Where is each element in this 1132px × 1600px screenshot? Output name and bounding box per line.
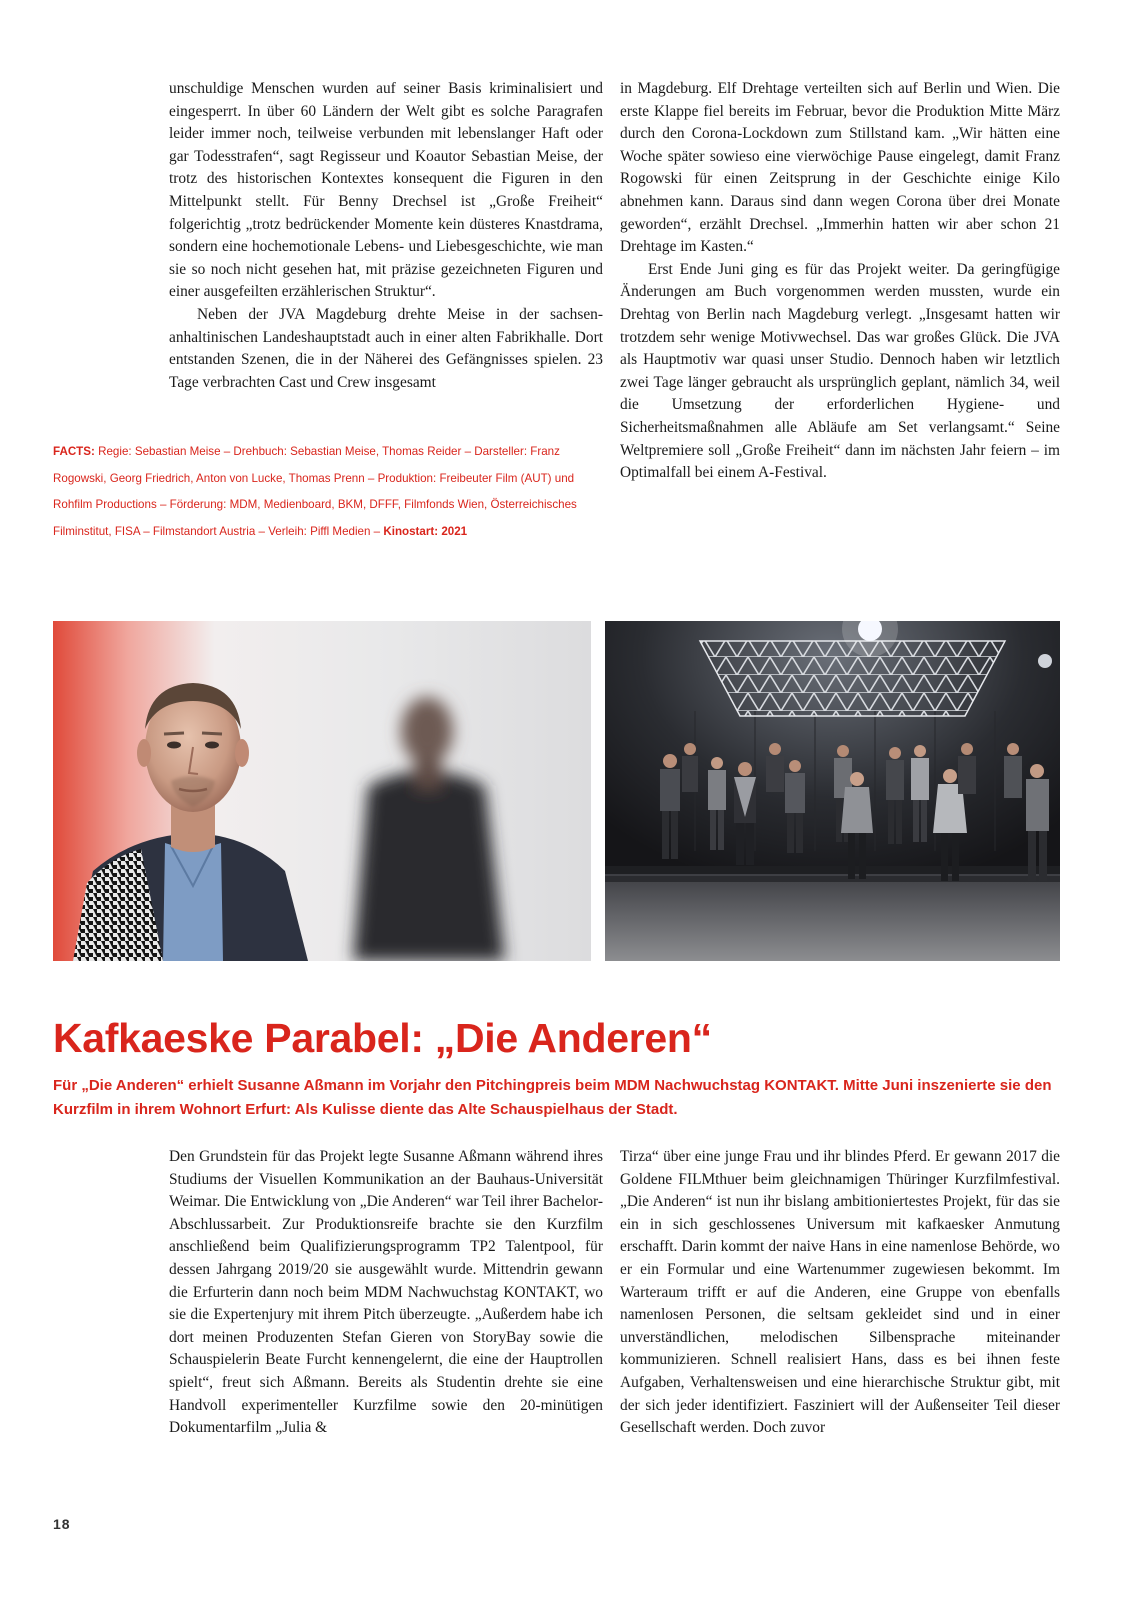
facts-label: FACTS: [53, 445, 95, 458]
article-column-top-left [169, 78, 603, 394]
article-subheadline: Für „Die Anderen“ erhielt Susanne Aßmann im Vorjahr den Pitchingpreis beim MDM Nachwuchstag KONTAKT. Mitte Juni inszenierte sie den Kurzfilm in ihrem Wohnort Erfurt: Als Kulisse diente das Alte Schauspielhaus der Stadt. [53, 1077, 1052, 1118]
paragraph: in Magdeburg. Elf Drehtage verteilten sich auf Berlin und Wien. Die erste Klappe fiel bereits im Februar, bevor die Produktion Mitte März durch den Corona-Lockdown zum Stillstand kam. „Wir hätten eine Woche später sowieso eine vierwöchige Pause eingelegt, damit Franz Rogowski für einen Zeitsprung in der Geschichte einige Kilo abnehmen kann. Daraus sind dann wegen Corona über drei Monate geworden“, erzählt Drechsel. „Immerhin hatten wir aber schon 21 Drehtage im Kasten.“ [620, 80, 1060, 256]
article-column-top-right [620, 78, 1060, 485]
kinostart: Kinostart: 2021 [383, 524, 468, 538]
paragraph: Erst Ende Juni ging es für das Projekt weiter. Da geringfügige Änderungen am Buch vorgenommen werden mussten, wurde ein Drehtag von Berlin nach Magdeburg verlegt. „Insgesamt hatten wir trotzdem sehr wenige Motivwechsel. Das war großes Glück. Die JVA als Hauptmotiv war quasi unser Studio. Dennoch haben wir letztlich zwei Tage länger gebraucht als ursprünglich geplant, nämlich 34, weil die Umsetzung der erforderlichen Hygiene- und Sicherheitsmaßnahmen alle Abläufe am Set verlangsamt.“ Seine Weltpremiere soll „Große Freiheit“ dann im nächsten Jahr feiern – im Optimalfall bei einem A-Festival. [620, 260, 1060, 482]
stage-illustration [605, 621, 1060, 961]
photo-portrait [53, 621, 591, 961]
article-headline: Kafkaeske Parabel: „Die Anderen“ [53, 1015, 712, 1061]
page-number: 18 [53, 1516, 71, 1532]
photo-stage-ensemble [605, 621, 1060, 961]
paragraph: Tirza“ über eine junge Frau und ihr blindes Pferd. Er gewann 2017 die Goldene FILMthuer beim gleichnamigen Thüringer Kurzfilmfestival. „Die Anderen“ ist nun ihr bislang ambitioniertestes Projekt, für das sie ein in sich geschlossenes Universum mit kafkaesker Anmutung erschafft. Darin kommt der naive Hans in eine namenlose Behörde, wo er ein Formular und eine Wartenummer zugewiesen bekommt. Im Warteraum trifft er auf die Anderen, eine Gruppe von ebenfalls namenlosen Personen, die seltsam gekleidet sind und in einer unverständlichen, melodischen Silbensprache miteinander kommunizieren. Schnell realisiert Hans, dass es bei ihnen feste Aufgaben, Verhaltensweisen und eine hierarchische Struktur gibt, mit der sich jeder identifiziert. Fasziniert will der Außenseiter Teil dieser Gesellschaft werden. Doch zuvor [620, 1148, 1060, 1437]
paragraph: Neben der JVA Magdeburg drehte Meise in der sachsen-anhaltinischen Landeshauptstadt auch in einer alten Fabrikhalle. Dort entstanden Szenen, die in der Näherei des Gefängnisses spielen. 23 Tage verbrachten Cast und Crew insgesamt [169, 305, 603, 391]
paragraph: unschuldige Menschen wurden auf seiner Basis kriminalisiert und eingesperrt. In über 60 Ländern der Welt gibt es solche Paragrafen leider immer noch, teilweise verbunden mit lebenslanger Haft oder gar Todesstrafen“, sagt Regisseur und Koautor Sebastian Meise, der trotz des historischen Kontextes konsequent die Figuren in den Mittelpunkt stellt. Für Benny Drechsel ist „Große Freiheit“ folgerichtig „trotz bedrückender Momente kein düsteres Knastdrama, sondern eine hochemotionale Lebens- und Liebesgeschichte, wie man sie so noch nicht gesehen hat, mit präzise gezeichneten Figuren und einer ausgefeilten erzählerischen Struktur“. [169, 80, 603, 301]
article-column-bottom-left [169, 1146, 603, 1440]
article-column-bottom-right [620, 1146, 1060, 1440]
portrait-illustration [53, 621, 591, 961]
paragraph: Den Grundstein für das Projekt legte Susanne Aßmann während ihres Studiums der Visuellen Kommunikation an der Bauhaus-Universität Weimar. Die Entwicklung von „Die Anderen“ war Teil ihrer Bachelor-Abschlussarbeit. Zur Produktionsreife brachte sie den Kurzfilm anschließend beim Qualifizierungsprogramm TP2 Talentpool, für dessen Jahrgang 2019/20 sie ausgewählt wurde. Mittendrin gewann die Erfurterin dann noch beim MDM Nachwuchstag KONTAKT, wo sie die Expertenjury mit ihrem Pitch überzeugte. „Außerdem habe ich dort meinen Produzenten Stefan Gieren von StoryBay sowie die Schauspielerin Beate Furcht kennengelernt, die eine der Hauptrollen spielt“, freut sich Aßmann. Bereits als Studentin drehte sie eine Handvoll experimenteller Kurzfilme sowie den 20-minütigen Dokumentarfilm „Julia & [169, 1148, 603, 1437]
facts-box [53, 439, 593, 545]
facts-text: Regie: Sebastian Meise – Drehbuch: Sebastian Meise, Thomas Reider – Darsteller: Franz Rogowski, Georg Friedrich, Anton von Lucke, Thomas Prenn – Produktion: Freibeuter Film (AUT) und Rohfilm Productions – Förderung: MDM, Medienboard, BKM, DFFF, Filmfonds Wien, Österreichisches Filminstitut, FISA – Filmstandort Austria – Verleih: Piffl Medien – [53, 445, 577, 538]
